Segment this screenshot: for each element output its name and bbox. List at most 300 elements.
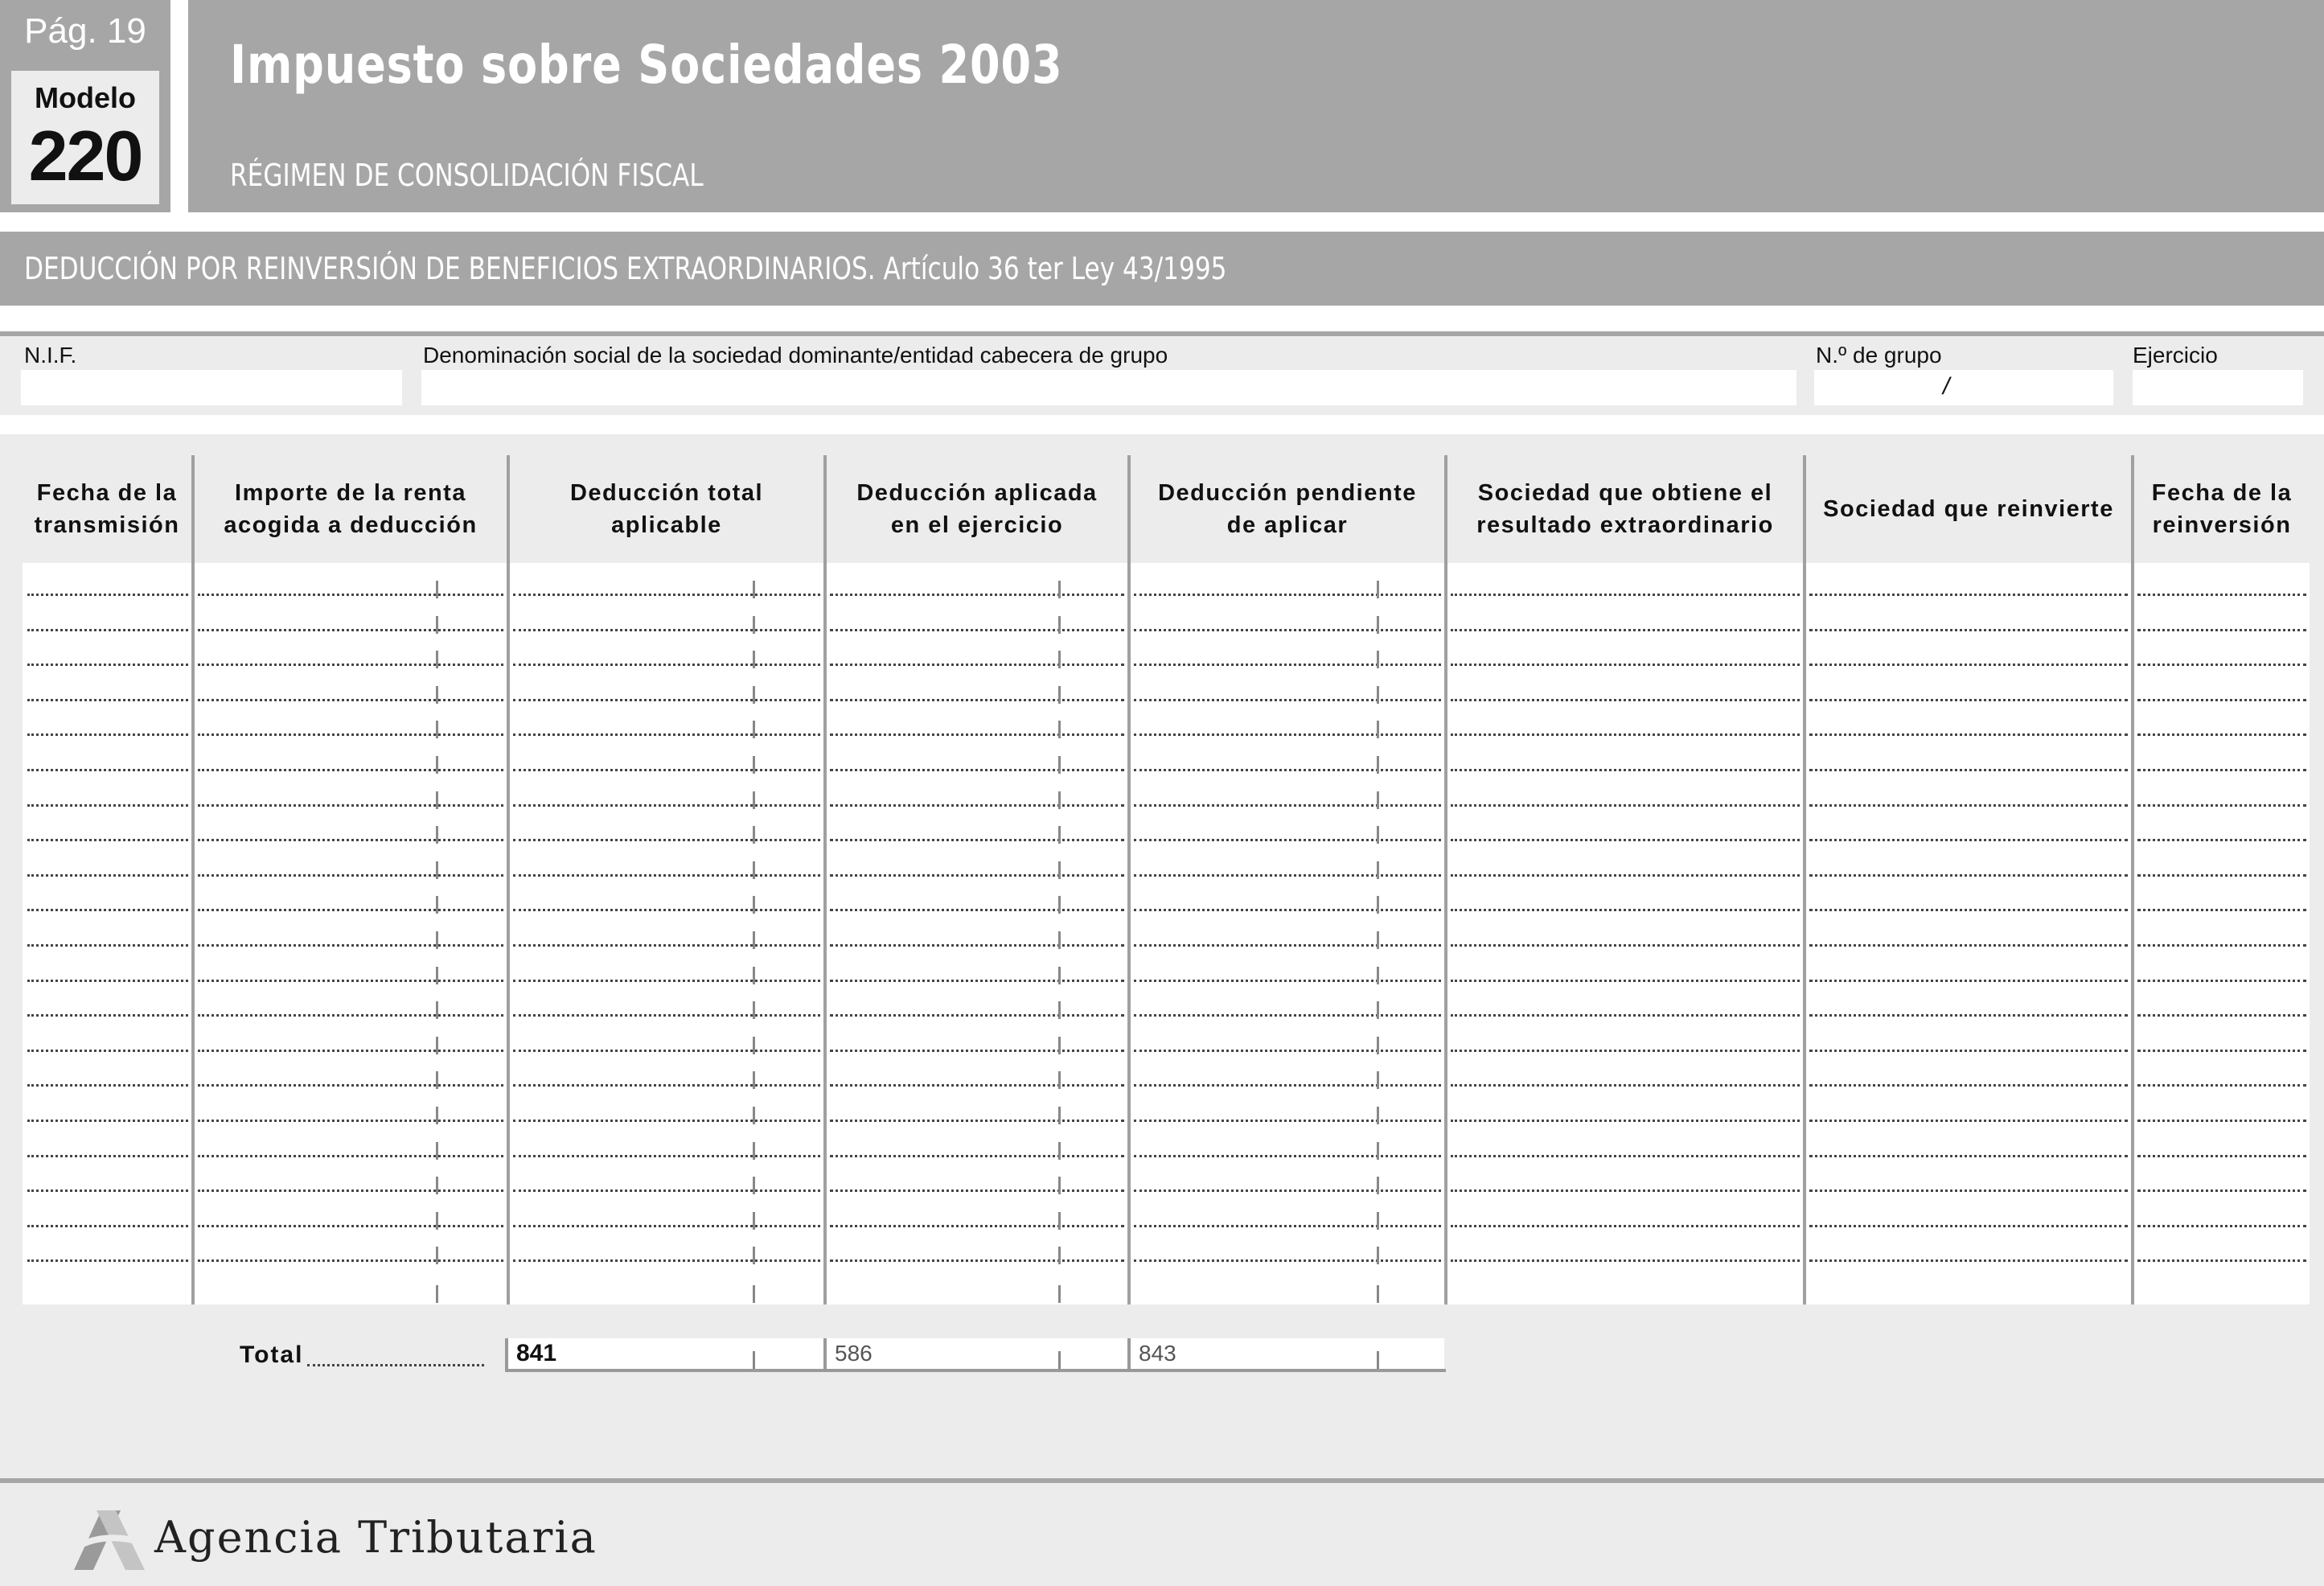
- column-divider: [823, 455, 827, 1305]
- row-entry-line[interactable]: [1451, 1014, 1800, 1017]
- row-entry-line[interactable]: [198, 980, 503, 982]
- modelo-number: 220: [28, 116, 142, 195]
- col-importe-renta: [195, 455, 507, 563]
- row-entry-line[interactable]: [198, 804, 503, 807]
- decimal-tick: [753, 1001, 755, 1019]
- row-entry-line[interactable]: [513, 699, 820, 701]
- row-entry-line[interactable]: [1809, 944, 2128, 947]
- row-entry-line[interactable]: [27, 699, 188, 701]
- row-entry-line[interactable]: [830, 874, 1124, 877]
- row-entry-line[interactable]: [198, 1259, 503, 1262]
- total-divider: [505, 1338, 508, 1372]
- row-entry-line[interactable]: [513, 804, 820, 807]
- decimal-tick: [1058, 931, 1061, 949]
- decimal-tick: [436, 1071, 438, 1089]
- row-entry-line[interactable]: [2137, 629, 2306, 631]
- decimal-tick: [1058, 1177, 1061, 1194]
- column-divider: [507, 455, 510, 1305]
- row-entry-line[interactable]: [513, 909, 820, 911]
- row-entry-line[interactable]: [1809, 769, 2128, 771]
- decimal-tick: [1058, 791, 1061, 809]
- row-entry-line[interactable]: [198, 839, 503, 841]
- col-line2: resultado extraordinario: [1476, 512, 1774, 538]
- row-entry-line[interactable]: [1134, 874, 1441, 877]
- row-entry-line[interactable]: [830, 699, 1124, 701]
- decimal-tick: [753, 1177, 755, 1194]
- decimal-tick: [1058, 826, 1061, 844]
- row-entry-line[interactable]: [27, 1050, 188, 1052]
- page-number: Pág. 19: [0, 0, 170, 63]
- row-entry-line[interactable]: [198, 699, 503, 701]
- row-entry-line[interactable]: [513, 1155, 820, 1157]
- row-entry-line[interactable]: [1809, 1190, 2128, 1192]
- row-entry-line[interactable]: [1451, 1190, 1800, 1192]
- row-entry-line[interactable]: [513, 1225, 820, 1227]
- row-entry-line[interactable]: [27, 629, 188, 631]
- row-entry-line[interactable]: [1809, 804, 2128, 807]
- row-entry-line[interactable]: [513, 1190, 820, 1192]
- decimal-tick: [1377, 1212, 1379, 1230]
- row-entry-line[interactable]: [830, 1259, 1124, 1262]
- row-entry-line[interactable]: [830, 769, 1124, 771]
- row-entry-line[interactable]: [198, 874, 503, 877]
- row-entry-line[interactable]: [2137, 839, 2306, 841]
- row-entry-line[interactable]: [1134, 909, 1441, 911]
- decimal-tick: [1058, 1285, 1061, 1303]
- row-entry-line[interactable]: [513, 733, 820, 736]
- row-entry-line[interactable]: [830, 1050, 1124, 1052]
- decimal-tick: [753, 616, 755, 634]
- row-entry-line[interactable]: [198, 1050, 503, 1052]
- row-entry-line[interactable]: [1451, 804, 1800, 807]
- row-entry-line[interactable]: [2137, 1014, 2306, 1017]
- col-line2: en el ejercicio: [890, 512, 1064, 538]
- row-entry-line[interactable]: [830, 1084, 1124, 1087]
- row-entry-line[interactable]: [2137, 1050, 2306, 1052]
- row-entry-line[interactable]: [27, 664, 188, 666]
- decimal-tick: [1377, 651, 1379, 668]
- row-entry-line[interactable]: [2137, 1225, 2306, 1227]
- row-entry-line[interactable]: [1451, 1155, 1800, 1157]
- col-line1: Deducción total: [569, 480, 763, 506]
- row-entry-line[interactable]: [198, 1155, 503, 1157]
- denominacion-label: Denominación social de la sociedad dominante/entidad cabecera de grupo: [423, 343, 1168, 368]
- row-entry-line[interactable]: [198, 594, 503, 596]
- decimal-tick: [436, 791, 438, 809]
- ejercicio-field[interactable]: [2133, 370, 2303, 405]
- row-entry-line[interactable]: [1809, 1259, 2128, 1262]
- row-entry-line[interactable]: [513, 1120, 820, 1122]
- total-deduccion-total-field[interactable]: 841: [508, 1338, 823, 1369]
- row-entry-line[interactable]: [1134, 629, 1441, 631]
- decimal-tick: [1058, 861, 1061, 879]
- row-entry-line[interactable]: [1809, 594, 2128, 596]
- total-divider: [1127, 1338, 1131, 1372]
- decimal-tick: [1377, 1001, 1379, 1019]
- grupo-field[interactable]: [1814, 370, 2113, 405]
- decimal-tick: [753, 967, 755, 984]
- decimal-tick: [753, 686, 755, 704]
- decimal-tick: [753, 651, 755, 668]
- row-entry-line[interactable]: [830, 980, 1124, 982]
- decimal-tick: [1058, 581, 1061, 598]
- row-entry-line[interactable]: [2137, 733, 2306, 736]
- row-entry-line[interactable]: [1809, 664, 2128, 666]
- row-entry-line[interactable]: [27, 1155, 188, 1157]
- row-entry-line[interactable]: [1451, 629, 1800, 631]
- row-entry-line[interactable]: [513, 839, 820, 841]
- decimal-tick: [436, 1247, 438, 1264]
- row-entry-line[interactable]: [198, 1120, 503, 1122]
- total-label: Total: [240, 1342, 304, 1368]
- row-entry-line[interactable]: [1134, 594, 1441, 596]
- decimal-tick: [1058, 1071, 1061, 1089]
- decimal-tick: [1377, 721, 1379, 738]
- row-entry-line[interactable]: [1451, 664, 1800, 666]
- ejercicio-label: Ejercicio: [2133, 343, 2218, 368]
- decimal-tick: [436, 1037, 438, 1054]
- row-entry-line[interactable]: [198, 1190, 503, 1192]
- decimal-tick: [753, 581, 755, 598]
- decimal-tick: [753, 1285, 755, 1303]
- row-entry-line[interactable]: [27, 769, 188, 771]
- row-entry-line[interactable]: [830, 594, 1124, 596]
- col-line1: Sociedad que obtiene el: [1477, 480, 1773, 506]
- row-entry-line[interactable]: [1451, 944, 1800, 947]
- column-divider: [1444, 455, 1447, 1305]
- row-entry-line[interactable]: [27, 1190, 188, 1192]
- row-entry-line[interactable]: [27, 944, 188, 947]
- row-entry-line[interactable]: [1451, 733, 1800, 736]
- decimal-tick: [753, 1107, 755, 1124]
- decimal-tick: [1058, 721, 1061, 738]
- col-sociedad-obtiene: [1447, 455, 1803, 563]
- decimal-tick: [1058, 1212, 1061, 1230]
- row-entry-line[interactable]: [1451, 769, 1800, 771]
- page-title: Impuesto sobre Sociedades 2003: [230, 34, 1063, 96]
- row-entry-line[interactable]: [2137, 1259, 2306, 1262]
- col-fecha-transmision: [23, 455, 191, 563]
- row-entry-line[interactable]: [830, 804, 1124, 807]
- row-entry-line[interactable]: [830, 1155, 1124, 1157]
- row-entry-line[interactable]: [513, 664, 820, 666]
- decimal-tick: [753, 1071, 755, 1089]
- row-entry-line[interactable]: [1451, 1120, 1800, 1122]
- decimal-tick: [1377, 1037, 1379, 1054]
- row-entry-line[interactable]: [513, 769, 820, 771]
- row-entry-line[interactable]: [830, 909, 1124, 911]
- agencia-tributaria-brand: Agencia Tributaria: [154, 1512, 597, 1563]
- row-entry-line[interactable]: [1134, 1155, 1441, 1157]
- col-deduccion-total: [510, 455, 823, 563]
- row-entry-line[interactable]: [1134, 1259, 1441, 1262]
- row-entry-line[interactable]: [513, 1014, 820, 1017]
- col-sociedad-reinvierte: [1806, 455, 2131, 563]
- decimal-tick: [1058, 1351, 1061, 1369]
- modelo-box: [0, 63, 170, 212]
- decimal-tick: [753, 791, 755, 809]
- col-line2: de aplicar: [1226, 512, 1349, 538]
- row-entry-line[interactable]: [1134, 769, 1441, 771]
- agencia-tributaria-logo: [72, 1507, 146, 1576]
- decimal-tick: [1058, 651, 1061, 668]
- modelo-label: Modelo: [35, 81, 136, 114]
- denominacion-field[interactable]: [421, 370, 1796, 405]
- row-entry-line[interactable]: [1809, 1014, 2128, 1017]
- row-entry-line[interactable]: [2137, 944, 2306, 947]
- row-entry-line[interactable]: [2137, 664, 2306, 666]
- row-entry-line[interactable]: [1451, 1259, 1800, 1262]
- col-line1: Deducción aplicada: [856, 480, 1098, 506]
- decimal-tick: [436, 1212, 438, 1230]
- row-entry-line[interactable]: [1809, 1155, 2128, 1157]
- row-entry-line[interactable]: [1134, 1084, 1441, 1087]
- row-entry-line[interactable]: [1451, 699, 1800, 701]
- total-divider: [823, 1338, 827, 1372]
- decimal-tick: [1377, 581, 1379, 598]
- row-entry-line[interactable]: [2137, 909, 2306, 911]
- row-entry-line[interactable]: [1134, 699, 1441, 701]
- row-entry-line[interactable]: [27, 1084, 188, 1087]
- decimal-tick: [753, 721, 755, 738]
- decimal-tick: [436, 721, 438, 738]
- row-entry-line[interactable]: [513, 1050, 820, 1052]
- row-entry-line[interactable]: [1809, 980, 2128, 982]
- row-entry-line[interactable]: [1451, 839, 1800, 841]
- row-entry-line[interactable]: [198, 944, 503, 947]
- decimal-tick: [1377, 791, 1379, 809]
- row-entry-line[interactable]: [2137, 1155, 2306, 1157]
- page-subtitle: RÉGIMEN DE CONSOLIDACIÓN FISCAL: [230, 158, 704, 193]
- row-entry-line[interactable]: [1809, 839, 2128, 841]
- row-entry-line[interactable]: [830, 1190, 1124, 1192]
- decimal-tick: [436, 686, 438, 704]
- row-entry-line[interactable]: [1134, 1014, 1441, 1017]
- decimal-tick: [436, 1177, 438, 1194]
- row-entry-line[interactable]: [198, 769, 503, 771]
- row-entry-line[interactable]: [1451, 594, 1800, 596]
- decimal-tick: [1058, 686, 1061, 704]
- col-line1: Fecha de la: [2151, 480, 2293, 506]
- total-leader-dots: [307, 1364, 484, 1366]
- row-entry-line[interactable]: [198, 664, 503, 666]
- row-entry-line[interactable]: [2137, 980, 2306, 982]
- row-entry-line[interactable]: [1809, 1120, 2128, 1122]
- row-entry-line[interactable]: [513, 874, 820, 877]
- decimal-tick: [436, 1285, 438, 1303]
- row-entry-line[interactable]: [198, 733, 503, 736]
- row-entry-line[interactable]: [27, 1259, 188, 1262]
- decimal-tick: [1377, 1071, 1379, 1089]
- row-entry-line[interactable]: [1134, 1120, 1441, 1122]
- row-entry-line[interactable]: [2137, 699, 2306, 701]
- decimal-tick: [1377, 756, 1379, 774]
- decimal-tick: [1058, 1107, 1061, 1124]
- decimal-tick: [1058, 756, 1061, 774]
- decimal-tick: [1058, 1247, 1061, 1264]
- row-entry-line[interactable]: [830, 1120, 1124, 1122]
- col-line2: transmisión: [34, 512, 180, 538]
- row-entry-line[interactable]: [27, 1225, 188, 1227]
- decimal-tick: [753, 1351, 755, 1369]
- grupo-separator: /: [1943, 373, 1950, 400]
- row-entry-line[interactable]: [198, 1225, 503, 1227]
- row-entry-line[interactable]: [1134, 1225, 1441, 1227]
- decimal-tick: [1377, 967, 1379, 984]
- decimal-tick: [1058, 616, 1061, 634]
- row-entry-line[interactable]: [1134, 1050, 1441, 1052]
- decimal-tick: [753, 1037, 755, 1054]
- row-entry-line[interactable]: [2137, 1190, 2306, 1192]
- decimal-tick: [436, 756, 438, 774]
- row-entry-line[interactable]: [1451, 909, 1800, 911]
- col-deduccion-pendiente: [1131, 455, 1444, 563]
- row-entry-line[interactable]: [830, 839, 1124, 841]
- row-entry-line[interactable]: [1809, 874, 2128, 877]
- totals-area: [0, 1305, 2324, 1480]
- decimal-tick: [1058, 1142, 1061, 1160]
- row-entry-line[interactable]: [830, 1014, 1124, 1017]
- decimal-tick: [1377, 861, 1379, 879]
- decimal-tick: [753, 896, 755, 914]
- row-entry-line[interactable]: [1809, 699, 2128, 701]
- row-entry-line[interactable]: [2137, 804, 2306, 807]
- row-entry-line[interactable]: [1134, 733, 1441, 736]
- decimal-tick: [436, 861, 438, 879]
- decimal-tick: [436, 896, 438, 914]
- row-entry-line[interactable]: [1451, 1225, 1800, 1227]
- decimal-tick: [436, 1142, 438, 1160]
- decimal-tick: [1377, 896, 1379, 914]
- row-entry-line[interactable]: [1134, 980, 1441, 982]
- section-title: DEDUCCIÓN POR REINVERSIÓN DE BENEFICIOS EXTRAORDINARIOS. Artículo 36 ter Ley 43/1995: [24, 251, 1227, 286]
- col-line1: Deducción pendiente: [1158, 480, 1417, 506]
- decimal-tick: [436, 1107, 438, 1124]
- col-line1: Fecha de la: [36, 480, 178, 506]
- row-entry-line[interactable]: [513, 980, 820, 982]
- modelo-inner: [11, 71, 159, 204]
- row-entry-line[interactable]: [1809, 1050, 2128, 1052]
- column-divider: [1803, 455, 1806, 1305]
- row-entry-line[interactable]: [27, 1014, 188, 1017]
- row-entry-line[interactable]: [27, 1120, 188, 1122]
- row-entry-line[interactable]: [830, 629, 1124, 631]
- row-entry-line[interactable]: [1134, 1190, 1441, 1192]
- row-entry-line[interactable]: [513, 594, 820, 596]
- decimal-tick: [1058, 896, 1061, 914]
- col-line2: aplicable: [611, 512, 722, 538]
- total-deduccion-pendiente-field[interactable]: 843: [1131, 1338, 1444, 1369]
- row-entry-line[interactable]: [1134, 804, 1441, 807]
- row-entry-line[interactable]: [27, 839, 188, 841]
- row-entry-line[interactable]: [27, 980, 188, 982]
- row-entry-line[interactable]: [2137, 874, 2306, 877]
- decimal-tick: [436, 826, 438, 844]
- decimal-tick: [1377, 686, 1379, 704]
- row-entry-line[interactable]: [513, 1084, 820, 1087]
- decimal-tick: [436, 931, 438, 949]
- decimal-tick: [436, 967, 438, 984]
- decimal-tick: [1377, 1247, 1379, 1264]
- decimal-tick: [753, 931, 755, 949]
- row-entry-line[interactable]: [513, 1259, 820, 1262]
- col-line1: Importe de la renta: [235, 480, 466, 506]
- decimal-tick: [753, 861, 755, 879]
- row-entry-line[interactable]: [27, 733, 188, 736]
- row-entry-line[interactable]: [1809, 1084, 2128, 1087]
- decimal-tick: [1377, 1351, 1379, 1369]
- decimal-tick: [753, 1247, 755, 1264]
- decimal-tick: [1377, 1177, 1379, 1194]
- decimal-tick: [1377, 931, 1379, 949]
- decimal-tick: [436, 651, 438, 668]
- row-entry-line[interactable]: [198, 909, 503, 911]
- row-entry-line[interactable]: [1134, 944, 1441, 947]
- decimal-tick: [436, 581, 438, 598]
- row-entry-line[interactable]: [1451, 1084, 1800, 1087]
- row-entry-line[interactable]: [1809, 1225, 2128, 1227]
- col-line2: reinversión: [2152, 512, 2292, 538]
- row-entry-line[interactable]: [198, 1014, 503, 1017]
- row-entry-line[interactable]: [27, 594, 188, 596]
- decimal-tick: [753, 756, 755, 774]
- row-entry-line[interactable]: [1451, 1050, 1800, 1052]
- col-fecha-reinversion: [2134, 455, 2310, 563]
- row-entry-line[interactable]: [513, 629, 820, 631]
- row-entry-line[interactable]: [1451, 980, 1800, 982]
- row-entry-line[interactable]: [1134, 839, 1441, 841]
- row-entry-line[interactable]: [198, 629, 503, 631]
- decimal-tick: [436, 1001, 438, 1019]
- total-deduccion-aplicada-field[interactable]: 586: [827, 1338, 1127, 1369]
- col-deduccion-aplicada: [827, 455, 1127, 563]
- row-entry-line[interactable]: [1809, 909, 2128, 911]
- nif-field[interactable]: [21, 370, 402, 405]
- row-entry-line[interactable]: [27, 874, 188, 877]
- row-entry-line[interactable]: [1451, 874, 1800, 877]
- decimal-tick: [1377, 1285, 1379, 1303]
- decimal-tick: [1377, 1142, 1379, 1160]
- row-entry-line[interactable]: [1134, 664, 1441, 666]
- row-entry-line[interactable]: [2137, 769, 2306, 771]
- decimal-tick: [436, 616, 438, 634]
- row-entry-line[interactable]: [830, 733, 1124, 736]
- column-divider: [2131, 455, 2134, 1305]
- table-body: [23, 563, 2310, 1305]
- decimal-tick: [753, 1142, 755, 1160]
- row-entry-line[interactable]: [2137, 1120, 2306, 1122]
- nif-label: N.I.F.: [24, 343, 77, 368]
- grupo-label: N.º de grupo: [1816, 343, 1942, 368]
- column-divider: [1127, 455, 1131, 1305]
- row-entry-line[interactable]: [513, 944, 820, 947]
- col-line1: Sociedad que reinvierte: [1823, 496, 2114, 522]
- row-entry-line[interactable]: [198, 1084, 503, 1087]
- row-entry-line[interactable]: [27, 804, 188, 807]
- decimal-tick: [1058, 967, 1061, 984]
- row-entry-line[interactable]: [830, 944, 1124, 947]
- row-entry-line[interactable]: [1809, 629, 2128, 631]
- row-entry-line[interactable]: [2137, 1084, 2306, 1087]
- row-entry-line[interactable]: [27, 909, 188, 911]
- row-entry-line[interactable]: [830, 1225, 1124, 1227]
- col-line2: acogida a deducción: [224, 512, 478, 538]
- decimal-tick: [1377, 826, 1379, 844]
- row-entry-line[interactable]: [2137, 594, 2306, 596]
- row-entry-line[interactable]: [1809, 733, 2128, 736]
- decimal-tick: [753, 1212, 755, 1230]
- row-entry-line[interactable]: [830, 664, 1124, 666]
